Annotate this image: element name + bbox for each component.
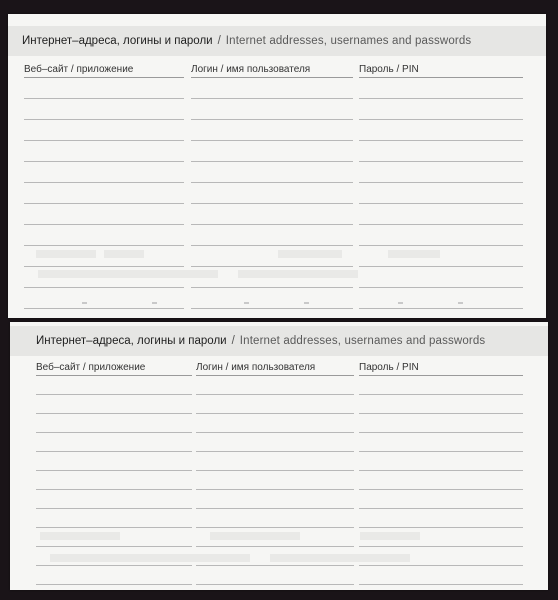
notebook-page-top	[8, 14, 546, 318]
writing-line[interactable]	[36, 565, 192, 566]
title-separator: /	[231, 335, 235, 347]
writing-line[interactable]	[359, 394, 523, 395]
writing-line[interactable]	[24, 77, 184, 78]
writing-line[interactable]	[24, 245, 184, 246]
writing-line[interactable]	[24, 161, 184, 162]
writing-line[interactable]	[24, 119, 184, 120]
section-header	[8, 26, 546, 56]
perforation-mark	[244, 302, 249, 304]
bleed-through-mark	[104, 250, 144, 258]
writing-line[interactable]	[191, 224, 353, 225]
writing-line[interactable]	[196, 546, 354, 547]
writing-line[interactable]	[359, 119, 523, 120]
writing-line[interactable]	[196, 432, 354, 433]
writing-line[interactable]	[191, 119, 353, 120]
column-label: Пароль / PIN	[359, 362, 419, 373]
writing-line[interactable]	[191, 161, 353, 162]
writing-line[interactable]	[359, 546, 523, 547]
writing-line[interactable]	[36, 470, 192, 471]
writing-line[interactable]	[36, 527, 192, 528]
writing-line[interactable]	[24, 266, 184, 267]
writing-line[interactable]	[359, 77, 523, 78]
writing-line[interactable]	[24, 182, 184, 183]
perforation-mark	[458, 302, 463, 304]
writing-line[interactable]	[359, 508, 523, 509]
bleed-through-mark	[210, 532, 300, 540]
writing-line[interactable]	[36, 489, 192, 490]
writing-line[interactable]	[359, 470, 523, 471]
bleed-through-mark	[36, 250, 96, 258]
writing-line[interactable]	[359, 451, 523, 452]
writing-line[interactable]	[359, 182, 523, 183]
writing-line[interactable]	[359, 266, 523, 267]
writing-line[interactable]	[191, 203, 353, 204]
writing-line[interactable]	[36, 546, 192, 547]
bleed-through-mark	[38, 270, 218, 278]
writing-line[interactable]	[196, 413, 354, 414]
writing-line[interactable]	[359, 565, 523, 566]
writing-line[interactable]	[191, 266, 353, 267]
bleed-through-mark	[40, 532, 120, 540]
column-label: Веб–сайт / приложение	[36, 362, 146, 373]
section-title-ru: Интернет–адреса, логины и пароли	[22, 35, 213, 47]
column-label: Веб–сайт / приложение	[24, 64, 134, 75]
section-title-ru: Интернет–адреса, логины и пароли	[36, 335, 227, 347]
section-header	[10, 326, 548, 356]
writing-line[interactable]	[359, 489, 523, 490]
writing-line[interactable]	[196, 508, 354, 509]
writing-line[interactable]	[196, 375, 354, 376]
bleed-through-mark	[388, 250, 440, 258]
writing-line[interactable]	[359, 432, 523, 433]
writing-line[interactable]	[24, 98, 184, 99]
writing-line[interactable]	[36, 451, 192, 452]
writing-line[interactable]	[359, 245, 523, 246]
writing-line[interactable]	[191, 182, 353, 183]
column-label: Логин / имя пользователя	[196, 362, 316, 373]
writing-line[interactable]	[24, 308, 184, 309]
writing-line[interactable]	[359, 98, 523, 99]
writing-line[interactable]	[36, 375, 192, 376]
title-separator: /	[217, 35, 221, 47]
perforation-mark	[82, 302, 87, 304]
bleed-through-mark	[50, 554, 250, 562]
column-label: Логин / имя пользователя	[191, 64, 311, 75]
writing-line[interactable]	[191, 308, 353, 309]
writing-line[interactable]	[359, 413, 523, 414]
writing-line[interactable]	[359, 308, 523, 309]
bleed-through-mark	[270, 554, 410, 562]
writing-line[interactable]	[196, 470, 354, 471]
writing-line[interactable]	[36, 508, 192, 509]
writing-line[interactable]	[36, 394, 192, 395]
writing-line[interactable]	[359, 224, 523, 225]
writing-line[interactable]	[196, 489, 354, 490]
writing-line[interactable]	[24, 287, 184, 288]
perforation-mark	[398, 302, 403, 304]
writing-line[interactable]	[359, 203, 523, 204]
writing-line[interactable]	[24, 224, 184, 225]
writing-line[interactable]	[36, 584, 192, 585]
writing-line[interactable]	[359, 527, 523, 528]
column-label: Пароль / PIN	[359, 64, 419, 75]
bleed-through-mark	[278, 250, 342, 258]
writing-line[interactable]	[191, 98, 353, 99]
writing-line[interactable]	[359, 375, 523, 376]
writing-line[interactable]	[24, 140, 184, 141]
writing-line[interactable]	[196, 565, 354, 566]
writing-line[interactable]	[191, 245, 353, 246]
writing-line[interactable]	[191, 77, 353, 78]
writing-line[interactable]	[196, 451, 354, 452]
section-title-en: Internet addresses, usernames and passwords	[239, 335, 486, 347]
notebook-page-bottom	[10, 322, 548, 590]
writing-line[interactable]	[196, 584, 354, 585]
writing-line[interactable]	[359, 584, 523, 585]
writing-line[interactable]	[24, 203, 184, 204]
writing-line[interactable]	[359, 161, 523, 162]
perforation-mark	[304, 302, 309, 304]
writing-line[interactable]	[359, 140, 523, 141]
writing-line[interactable]	[191, 287, 353, 288]
writing-line[interactable]	[36, 413, 192, 414]
writing-line[interactable]	[196, 527, 354, 528]
bleed-through-mark	[360, 532, 420, 540]
bleed-through-mark	[238, 270, 358, 278]
writing-line[interactable]	[196, 394, 354, 395]
writing-line[interactable]	[191, 140, 353, 141]
perforation-mark	[152, 302, 157, 304]
writing-line[interactable]	[359, 287, 523, 288]
section-title-en: Internet addresses, usernames and passwords	[225, 35, 472, 47]
writing-line[interactable]	[36, 432, 192, 433]
